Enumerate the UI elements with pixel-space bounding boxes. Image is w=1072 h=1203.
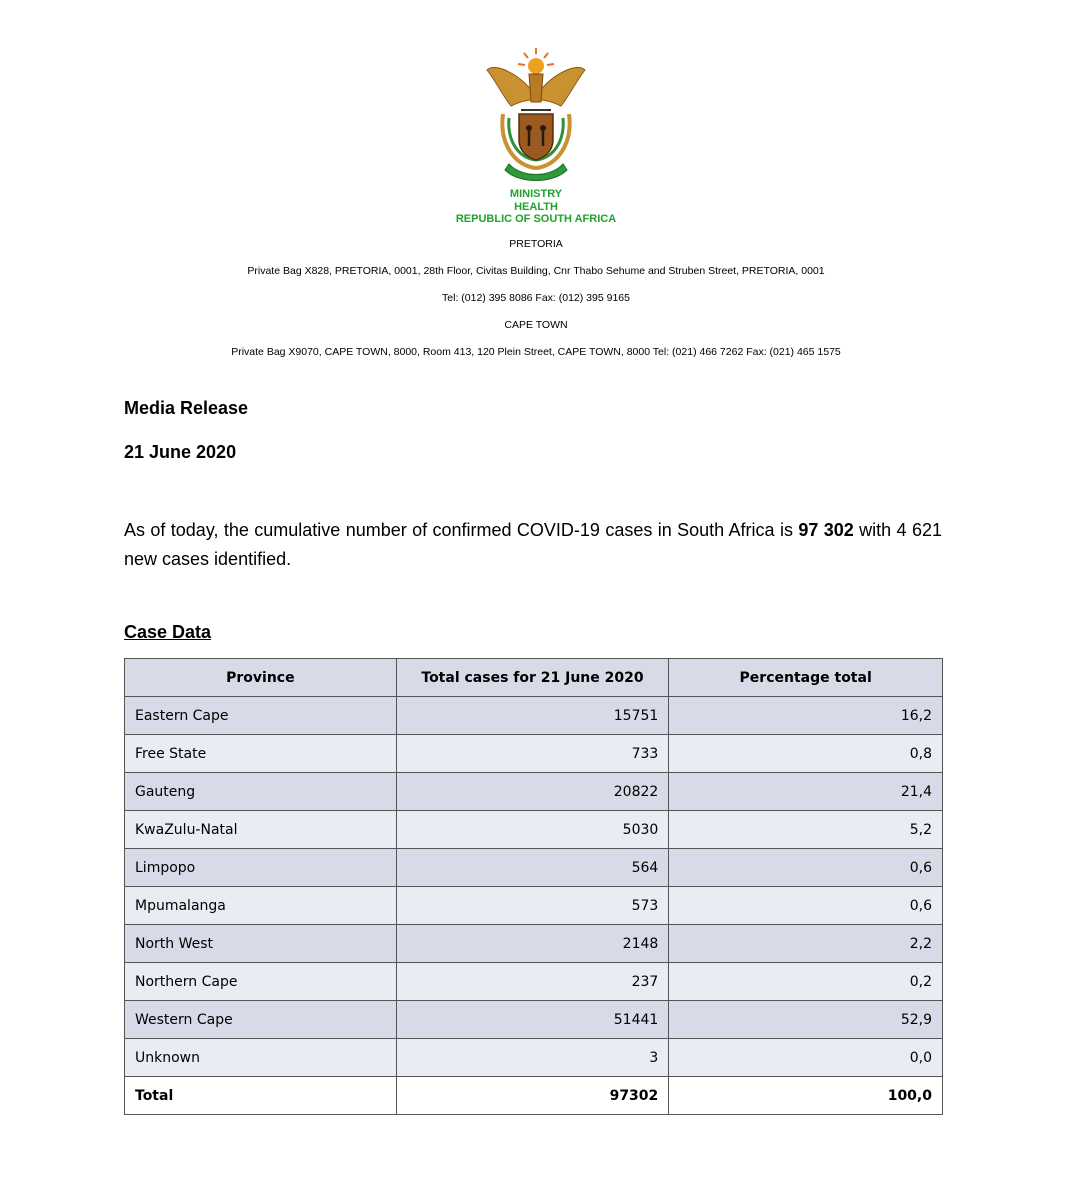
- header-province: Province: [125, 659, 397, 697]
- cape-town-heading: CAPE TOWN: [504, 318, 568, 331]
- summary-total-cases: 97 302: [798, 520, 854, 540]
- pretoria-heading: PRETORIA: [509, 237, 563, 250]
- cases-cell: 15751: [396, 697, 669, 735]
- province-cell: Northern Cape: [125, 963, 397, 1001]
- table-row: [125, 849, 943, 887]
- province-cell: Mpumalanga: [125, 887, 397, 925]
- percentage-cell: 0,2: [669, 963, 943, 1001]
- province-cell: Eastern Cape: [125, 697, 397, 735]
- header-total-cases: Total cases for 21 June 2020: [396, 659, 669, 697]
- percentage-cell: 0,6: [669, 887, 943, 925]
- pretoria-phone: Tel: (012) 395 8086 Fax: (012) 395 9165: [442, 291, 630, 304]
- table-row: [125, 1001, 943, 1039]
- cape-town-address: Private Bag X9070, CAPE TOWN, 8000, Room 413, 120 Plein Street, CAPE TOWN, 8000 Tel: (021) 466 7262 Fax: (021) 465 1575: [231, 345, 841, 358]
- total-label-cell: Total: [125, 1077, 397, 1115]
- table-row: [125, 925, 943, 963]
- coat-of-arms-icon: [481, 44, 591, 184]
- header-percentage: Percentage total: [669, 659, 943, 697]
- province-cell: Limpopo: [125, 849, 397, 887]
- letterhead: [0, 44, 1072, 358]
- cases-cell: 5030: [396, 811, 669, 849]
- release-date: 21 June 2020: [124, 442, 237, 462]
- province-cell: Unknown: [125, 1039, 397, 1077]
- total-percentage-cell: 100,0: [669, 1077, 943, 1115]
- cases-cell: 573: [396, 887, 669, 925]
- percentage-cell: 0,8: [669, 735, 943, 773]
- table-row: [125, 1039, 943, 1077]
- case-data-heading: Case Data: [124, 622, 212, 642]
- cases-cell: 564: [396, 849, 669, 887]
- table-row: [125, 811, 943, 849]
- cases-cell: 20822: [396, 773, 669, 811]
- cases-cell: 237: [396, 963, 669, 1001]
- table-row: [125, 773, 943, 811]
- percentage-cell: 21,4: [669, 773, 943, 811]
- province-cell: KwaZulu-Natal: [125, 811, 397, 849]
- percentage-cell: 0,6: [669, 849, 943, 887]
- table-row: [125, 697, 943, 735]
- table-row: [125, 887, 943, 925]
- province-cell: Gauteng: [125, 773, 397, 811]
- province-cell: Western Cape: [125, 1001, 397, 1039]
- percentage-cell: 5,2: [669, 811, 943, 849]
- table-total-row: [125, 1077, 943, 1115]
- cases-cell: 733: [396, 735, 669, 773]
- percentage-cell: 16,2: [669, 697, 943, 735]
- table-row: [125, 963, 943, 1001]
- cases-cell: 2148: [396, 925, 669, 963]
- cases-cell: 3: [396, 1039, 669, 1077]
- table-header-row: [125, 659, 943, 697]
- ministry-line-1: MINISTRY: [509, 188, 563, 200]
- summary-paragraph: [124, 516, 942, 574]
- summary-text-1: As of today, the cumulative number of confirmed COVID-19 cases in South Africa is: [124, 520, 799, 540]
- ministry-line-3: REPUBLIC OF SOUTH AFRICA: [455, 213, 617, 225]
- pretoria-address: Private Bag X828, PRETORIA, 0001, 28th Floor, Civitas Building, Cnr Thabo Sehume and Struben Street, PRETORIA, 0001: [247, 264, 825, 277]
- percentage-cell: 0,0: [669, 1039, 943, 1077]
- percentage-cell: 52,9: [669, 1001, 943, 1039]
- province-cell: North West: [125, 925, 397, 963]
- media-release-title: Media Release: [124, 398, 249, 418]
- case-data-table: [124, 658, 943, 1115]
- percentage-cell: 2,2: [669, 925, 943, 963]
- cases-cell: 51441: [396, 1001, 669, 1039]
- total-cases-cell: 97302: [396, 1077, 669, 1115]
- ministry-line-2: HEALTH: [514, 200, 558, 213]
- province-cell: Free State: [125, 735, 397, 773]
- table-row: [125, 735, 943, 773]
- summary-text-2: with 4 621 new cases identified.: [124, 520, 942, 569]
